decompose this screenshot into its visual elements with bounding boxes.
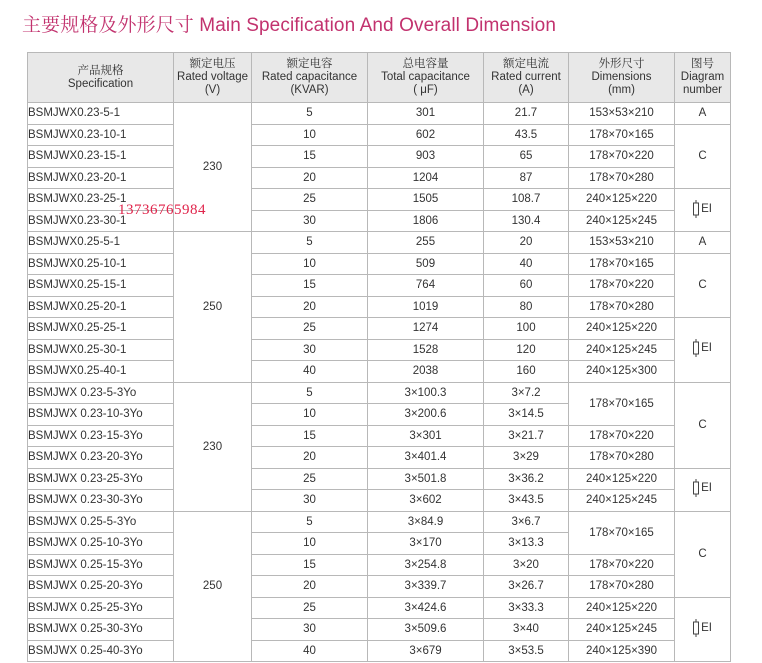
total-capacitance-cell: 2038 — [368, 361, 484, 383]
total-capacitance-cell: 3×254.8 — [368, 554, 484, 576]
rated-current-cell: 3×36.2 — [484, 468, 569, 490]
spec-cell: BSMJWX0.25-25-1 — [28, 318, 174, 340]
diagram-number-cell — [675, 597, 731, 662]
rated-capacitance-cell: 15 — [252, 146, 368, 168]
spec-cell: BSMJWX 0.25-20-3Yo — [28, 576, 174, 598]
diagram-label: EI — [701, 482, 712, 494]
rated-current-cell: 3×20 — [484, 554, 569, 576]
table-row — [28, 597, 731, 619]
header-rated-capacitance: 额定电容 Rated capacitance (KVAR) — [252, 53, 368, 103]
spec-cell: BSMJWX 0.25-10-3Yo — [28, 533, 174, 555]
capacitor-terminal-icon — [693, 479, 699, 497]
dimensions-cell: 240×125×245 — [569, 210, 675, 232]
rated-capacitance-cell: 5 — [252, 103, 368, 125]
diagram-number-cell — [675, 511, 731, 597]
total-capacitance-cell: 3×424.6 — [368, 597, 484, 619]
spec-cell: BSMJWX0.23-20-1 — [28, 167, 174, 189]
dimensions-cell: 240×125×300 — [569, 361, 675, 383]
rated-current-cell: 3×6.7 — [484, 511, 569, 533]
total-capacitance-cell: 903 — [368, 146, 484, 168]
rated-current-cell: 3×43.5 — [484, 490, 569, 512]
diagram-label: C — [698, 150, 707, 163]
spec-cell: BSMJWX 0.23-10-3Yo — [28, 404, 174, 426]
dimensions-cell: 178×70×220 — [569, 425, 675, 447]
diagram-label: A — [698, 236, 707, 249]
rated-current-cell: 108.7 — [484, 189, 569, 211]
dimensions-cell: 240×125×245 — [569, 619, 675, 641]
diagram-label: C — [698, 279, 707, 292]
rated-current-cell: 65 — [484, 146, 569, 168]
dimensions-cell: 178×70×280 — [569, 447, 675, 469]
table-row — [28, 146, 731, 168]
diagram-label: EI — [701, 202, 712, 215]
diagram-ei — [693, 200, 712, 218]
rated-current-cell: 120 — [484, 339, 569, 361]
rated-capacitance-cell: 30 — [252, 490, 368, 512]
rated-capacitance-cell: 30 — [252, 210, 368, 232]
rated-capacitance-cell: 10 — [252, 404, 368, 426]
rated-current-cell: 21.7 — [484, 103, 569, 125]
rated-current-cell: 3×14.5 — [484, 404, 569, 426]
rated-capacitance-cell: 40 — [252, 361, 368, 383]
diagram-ei — [693, 619, 712, 637]
total-capacitance-cell: 1806 — [368, 210, 484, 232]
total-capacitance-cell: 1019 — [368, 296, 484, 318]
table-row — [28, 318, 731, 340]
rated-current-cell: 20 — [484, 232, 569, 254]
table-row — [28, 490, 731, 512]
diagram-label: C — [698, 419, 707, 431]
rated-capacitance-cell: 25 — [252, 189, 368, 211]
spec-cell: BSMJWX 0.23-25-3Yo — [28, 468, 174, 490]
diagram-label: C — [698, 548, 707, 560]
rated-current-cell: 80 — [484, 296, 569, 318]
rated-capacitance-cell: 15 — [252, 554, 368, 576]
total-capacitance-cell: 1528 — [368, 339, 484, 361]
diagram-label: EI — [701, 621, 712, 634]
table-row — [28, 619, 731, 641]
spec-cell: BSMJWX0.25-5-1 — [28, 232, 174, 254]
diagram-number-cell — [675, 103, 731, 125]
header-total-capacitance: 总电容量 Total capacitance ( μF) — [368, 53, 484, 103]
spec-cell: BSMJWX0.25-40-1 — [28, 361, 174, 383]
table-row — [28, 576, 731, 598]
header-dimensions: 外形尺寸 Dimensions (mm) — [569, 53, 675, 103]
spec-cell: BSMJWX0.23-10-1 — [28, 124, 174, 146]
rated-current-cell: 3×7.2 — [484, 382, 569, 404]
header-row — [28, 53, 731, 103]
dimensions-cell: 240×125×245 — [569, 490, 675, 512]
capacitor-terminal-icon — [693, 200, 699, 218]
total-capacitance-cell: 3×679 — [368, 640, 484, 662]
rated-current-cell: 3×21.7 — [484, 425, 569, 447]
total-capacitance-cell: 3×509.6 — [368, 619, 484, 641]
rated-voltage-cell: 250 — [174, 232, 252, 383]
spec-cell: BSMJWX 0.23-20-3Yo — [28, 447, 174, 469]
spec-cell: BSMJWX 0.23-5-3Yo — [28, 382, 174, 404]
rated-current-cell: 3×26.7 — [484, 576, 569, 598]
rated-capacitance-cell: 30 — [252, 619, 368, 641]
specification-table — [27, 52, 731, 662]
spec-cell: BSMJWX0.23-15-1 — [28, 146, 174, 168]
dimensions-cell: 178×70×220 — [569, 554, 675, 576]
rated-current-cell: 43.5 — [484, 124, 569, 146]
rated-voltage-cell: 230 — [174, 382, 252, 511]
total-capacitance-cell: 1505 — [368, 189, 484, 211]
dimensions-cell: 178×70×165 — [569, 511, 675, 554]
rated-capacitance-cell: 15 — [252, 275, 368, 297]
rated-capacitance-cell: 25 — [252, 318, 368, 340]
rated-current-cell: 3×40 — [484, 619, 569, 641]
rated-capacitance-cell: 25 — [252, 468, 368, 490]
page-title: 主要规格及外形尺寸 Main Specification And Overall Dimension — [22, 15, 557, 36]
capacitor-terminal-icon — [693, 339, 699, 357]
capacitor-terminal-icon — [693, 619, 699, 637]
diagram-number-cell — [675, 232, 731, 254]
dimensions-cell: 178×70×280 — [569, 296, 675, 318]
rated-capacitance-cell: 10 — [252, 253, 368, 275]
total-capacitance-cell: 255 — [368, 232, 484, 254]
rated-capacitance-cell: 20 — [252, 296, 368, 318]
table-row — [28, 167, 731, 189]
rated-current-cell: 160 — [484, 361, 569, 383]
table-row — [28, 361, 731, 383]
rated-capacitance-cell: 20 — [252, 447, 368, 469]
rated-current-cell: 3×13.3 — [484, 533, 569, 555]
table-row — [28, 447, 731, 469]
table-row — [28, 382, 731, 404]
header-diagram-number: 图号 Diagram number — [675, 53, 731, 103]
spec-cell: BSMJWX0.23-30-1 — [28, 210, 174, 232]
spec-cell: BSMJWX 0.23-15-3Yo — [28, 425, 174, 447]
total-capacitance-cell: 3×84.9 — [368, 511, 484, 533]
total-capacitance-cell: 764 — [368, 275, 484, 297]
dimensions-cell: 178×70×280 — [569, 576, 675, 598]
total-capacitance-cell: 3×200.6 — [368, 404, 484, 426]
diagram-number-cell — [675, 382, 731, 468]
table-row — [28, 253, 731, 275]
spec-cell: BSMJWX 0.23-30-3Yo — [28, 490, 174, 512]
total-capacitance-cell: 3×301 — [368, 425, 484, 447]
total-capacitance-cell: 602 — [368, 124, 484, 146]
total-capacitance-cell: 3×501.8 — [368, 468, 484, 490]
diagram-ei — [693, 479, 712, 497]
rated-capacitance-cell: 10 — [252, 533, 368, 555]
table-row — [28, 124, 731, 146]
header-specification: 产品规格 Specification — [28, 53, 174, 103]
rated-current-cell: 130.4 — [484, 210, 569, 232]
rated-capacitance-cell: 20 — [252, 167, 368, 189]
dimensions-cell: 153×53×210 — [569, 103, 675, 125]
rated-capacitance-cell: 15 — [252, 425, 368, 447]
rated-current-cell: 3×33.3 — [484, 597, 569, 619]
total-capacitance-cell: 509 — [368, 253, 484, 275]
table-row — [28, 103, 731, 125]
table-row — [28, 554, 731, 576]
diagram-ei — [693, 339, 712, 357]
rated-capacitance-cell: 25 — [252, 597, 368, 619]
dimensions-cell: 153×53×210 — [569, 232, 675, 254]
diagram-number-cell — [675, 318, 731, 383]
rated-current-cell: 3×29 — [484, 447, 569, 469]
rated-capacitance-cell: 5 — [252, 511, 368, 533]
diagram-number-cell — [675, 124, 731, 189]
total-capacitance-cell: 3×100.3 — [368, 382, 484, 404]
spec-cell: BSMJWX 0.25-5-3Yo — [28, 511, 174, 533]
rated-voltage-cell: 230 — [174, 103, 252, 232]
rated-capacitance-cell: 40 — [252, 640, 368, 662]
header-rated-voltage: 额定电压 Rated voltage (V) — [174, 53, 252, 103]
spec-cell: BSMJWX 0.25-15-3Yo — [28, 554, 174, 576]
diagram-label: A — [698, 107, 707, 120]
spec-cell: BSMJWX0.25-15-1 — [28, 275, 174, 297]
spec-cell: BSMJWX0.25-20-1 — [28, 296, 174, 318]
table-row — [28, 232, 731, 254]
rated-current-cell: 60 — [484, 275, 569, 297]
rated-capacitance-cell: 5 — [252, 382, 368, 404]
dimensions-cell: 240×125×245 — [569, 339, 675, 361]
spec-cell: BSMJWX0.23-5-1 — [28, 103, 174, 125]
total-capacitance-cell: 3×339.7 — [368, 576, 484, 598]
table-row — [28, 339, 731, 361]
dimensions-cell: 178×70×165 — [569, 124, 675, 146]
dimensions-cell: 240×125×220 — [569, 468, 675, 490]
total-capacitance-cell: 3×602 — [368, 490, 484, 512]
rated-current-cell: 100 — [484, 318, 569, 340]
spec-cell: BSMJWX 0.25-25-3Yo — [28, 597, 174, 619]
diagram-number-cell — [675, 189, 731, 232]
diagram-label: EI — [701, 342, 712, 355]
rated-capacitance-cell: 30 — [252, 339, 368, 361]
dimensions-cell: 240×125×220 — [569, 597, 675, 619]
rated-capacitance-cell: 10 — [252, 124, 368, 146]
dimensions-cell: 178×70×220 — [569, 275, 675, 297]
rated-capacitance-cell: 20 — [252, 576, 368, 598]
total-capacitance-cell: 301 — [368, 103, 484, 125]
spec-cell: BSMJWX0.25-30-1 — [28, 339, 174, 361]
dimensions-cell: 178×70×280 — [569, 167, 675, 189]
rated-current-cell: 87 — [484, 167, 569, 189]
total-capacitance-cell: 3×170 — [368, 533, 484, 555]
spec-cell: BSMJWX 0.25-40-3Yo — [28, 640, 174, 662]
dimensions-cell: 240×125×220 — [569, 318, 675, 340]
rated-capacitance-cell: 5 — [252, 232, 368, 254]
header-rated-current: 额定电流 Rated current (A) — [484, 53, 569, 103]
rated-voltage-cell: 250 — [174, 511, 252, 662]
spec-cell: BSMJWX0.25-10-1 — [28, 253, 174, 275]
rated-current-cell: 3×53.5 — [484, 640, 569, 662]
table-row — [28, 511, 731, 533]
table-row — [28, 275, 731, 297]
dimensions-cell: 178×70×165 — [569, 253, 675, 275]
spec-cell: BSMJWX0.23-25-1 — [28, 189, 174, 211]
total-capacitance-cell: 1204 — [368, 167, 484, 189]
dimensions-cell: 178×70×220 — [569, 146, 675, 168]
dimensions-cell: 240×125×390 — [569, 640, 675, 662]
table-row — [28, 640, 731, 662]
table-row — [28, 468, 731, 490]
total-capacitance-cell: 3×401.4 — [368, 447, 484, 469]
dimensions-cell: 240×125×220 — [569, 189, 675, 211]
rated-current-cell: 40 — [484, 253, 569, 275]
spec-cell: BSMJWX 0.25-30-3Yo — [28, 619, 174, 641]
watermark: 13736765984 — [118, 202, 206, 218]
dimensions-cell: 178×70×165 — [569, 382, 675, 425]
table-row — [28, 425, 731, 447]
total-capacitance-cell: 1274 — [368, 318, 484, 340]
diagram-number-cell — [675, 468, 731, 511]
table-row — [28, 296, 731, 318]
diagram-number-cell — [675, 253, 731, 318]
